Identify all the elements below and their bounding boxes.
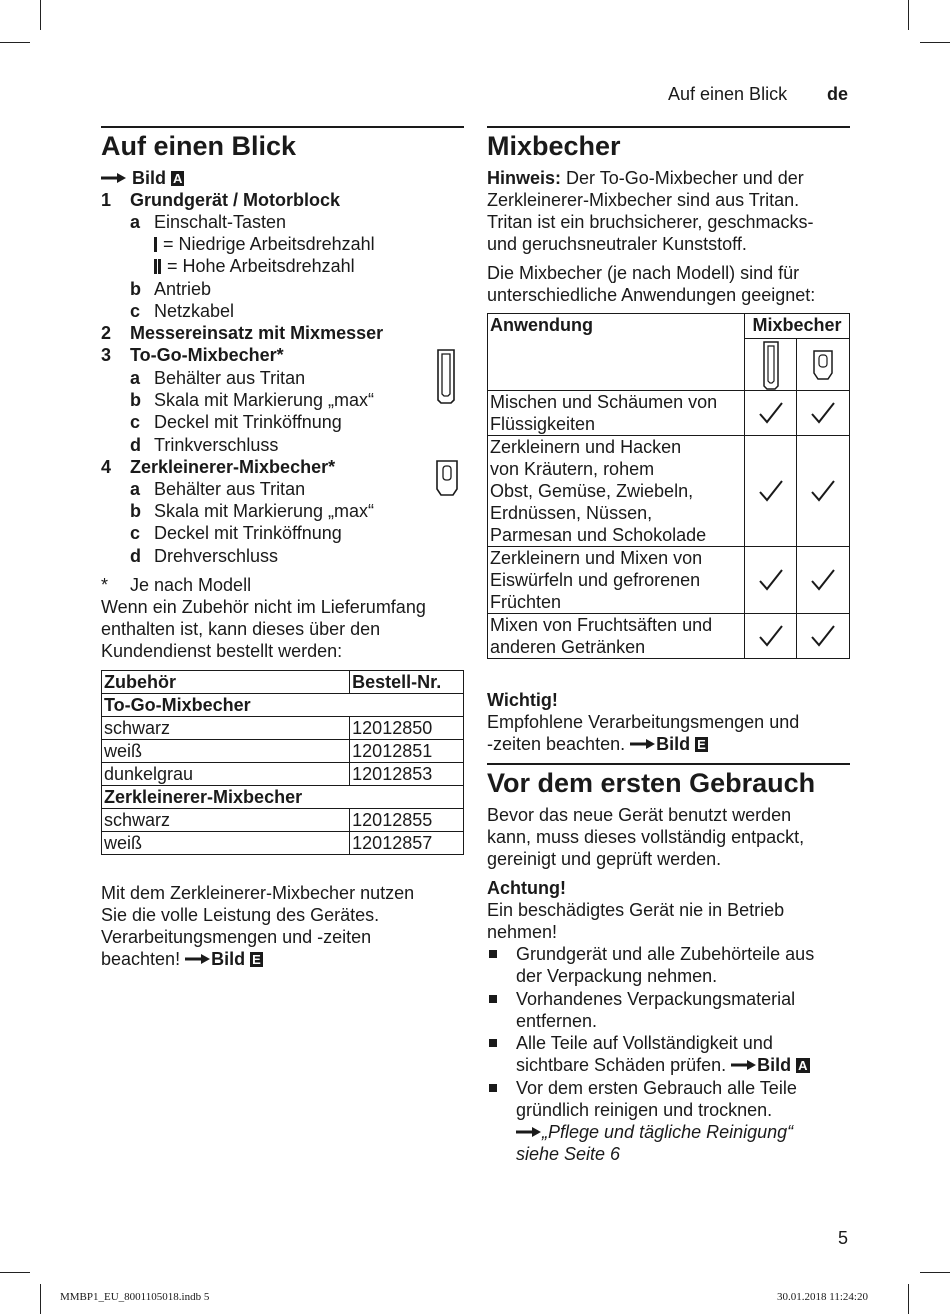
table-row bbox=[488, 436, 850, 547]
paragraph-text: -zeiten beachten. bbox=[487, 734, 626, 754]
figure-label: Bild bbox=[757, 1055, 792, 1075]
crop-mark bbox=[908, 0, 909, 30]
crop-mark bbox=[920, 1272, 950, 1273]
footnote-text: Je nach Modell bbox=[130, 575, 252, 595]
cell-line: Früchten bbox=[490, 592, 562, 612]
table-row bbox=[488, 547, 850, 614]
table-cell bbox=[488, 547, 745, 614]
table-cell bbox=[488, 614, 745, 659]
list-number: 4 bbox=[101, 457, 112, 477]
paragraph-line: unterschiedliche Anwendungen geeignet: bbox=[487, 285, 816, 305]
list-letter: b bbox=[130, 501, 141, 521]
list-item: Grundgerät und alle Zubehörteile aus bbox=[516, 944, 815, 964]
list-letter: b bbox=[130, 279, 141, 299]
accessory-table bbox=[101, 670, 464, 855]
list-item: der Verpackung nehmen. bbox=[516, 966, 718, 986]
paragraph-line bbox=[487, 733, 708, 755]
section-heading: Vor dem ersten Gebrauch bbox=[487, 768, 816, 798]
table-row bbox=[102, 740, 464, 763]
section-heading: Auf einen Blick bbox=[101, 131, 297, 161]
speed-two-icon bbox=[158, 259, 161, 274]
cross-reference-page[interactable]: siehe Seite 6 bbox=[516, 1144, 621, 1164]
table-cell: dunkelgrau bbox=[102, 763, 350, 786]
crop-mark bbox=[0, 1272, 30, 1273]
figure-box: A bbox=[798, 1058, 808, 1073]
crop-mark bbox=[908, 1284, 909, 1314]
cell-line: Zerkleinern und Hacken bbox=[490, 437, 682, 457]
note-line: Zerkleinerer-Mixbecher sind aus Tritan. bbox=[487, 190, 800, 210]
table-header: Bestell-Nr. bbox=[350, 671, 464, 694]
arrow-right-icon bbox=[101, 172, 127, 184]
table-cell: weiß bbox=[102, 832, 350, 855]
list-item-label: Messereinsatz mit Mixmesser bbox=[130, 323, 384, 343]
table-cell bbox=[797, 436, 850, 547]
figure-label: Bild bbox=[132, 168, 167, 188]
table-cell bbox=[797, 391, 850, 436]
table-cell: 12012857 bbox=[350, 832, 464, 855]
table-row bbox=[102, 717, 464, 740]
paragraph-line: gereinigt und geprüft werden. bbox=[487, 849, 722, 869]
paragraph-line: Die Mixbecher (je nach Modell) sind für bbox=[487, 263, 800, 283]
table-row bbox=[102, 809, 464, 832]
section-rule bbox=[101, 126, 464, 128]
list-item-label: Trinkverschluss bbox=[154, 435, 279, 455]
togo-cup-icon bbox=[761, 340, 781, 390]
chopper-cup-icon bbox=[812, 349, 834, 381]
table-cell bbox=[745, 547, 797, 614]
list-item bbox=[516, 1054, 810, 1076]
table-row bbox=[102, 832, 464, 855]
table-cell: schwarz bbox=[102, 717, 350, 740]
figure-box: A bbox=[173, 171, 183, 186]
figure-box: E bbox=[252, 952, 261, 967]
list-item-text: sichtbare Schäden prüfen. bbox=[516, 1055, 727, 1075]
figure-label: Bild bbox=[211, 949, 246, 969]
table-cell bbox=[488, 436, 745, 547]
list-item-label: Skala mit Markierung „max“ bbox=[154, 501, 375, 521]
crop-mark bbox=[40, 1284, 41, 1314]
list-item-label: Grundgerät / Motorblock bbox=[130, 190, 341, 210]
paragraph-line: Mit dem Zerkleinerer-Mixbecher nutzen bbox=[101, 883, 415, 903]
list-letter: a bbox=[130, 479, 141, 499]
speed-low: = Niedrige Arbeitsdrehzahl bbox=[154, 233, 375, 255]
cross-reference-text: „Pflege und tägliche Reinigung“ bbox=[542, 1122, 794, 1142]
list-item-label: Drehverschluss bbox=[154, 546, 279, 566]
table-cell: schwarz bbox=[102, 809, 350, 832]
table-row bbox=[488, 391, 850, 436]
note-text: Der To-Go-Mixbecher und der bbox=[561, 168, 804, 188]
table-group-row bbox=[102, 786, 464, 809]
cell-line: Eiswürfeln und gefrorenen bbox=[490, 570, 701, 590]
list-letter: b bbox=[130, 390, 141, 410]
cell-line: Flüssigkeiten bbox=[490, 414, 596, 434]
table-header: Anwendung bbox=[488, 314, 745, 391]
checkmark-icon bbox=[758, 401, 784, 425]
list-item-label: Behälter aus Tritan bbox=[154, 479, 306, 499]
list-item-label: Antrieb bbox=[154, 279, 212, 299]
cell-line: Zerkleinern und Mixen von bbox=[490, 548, 703, 568]
paragraph-line: Ein beschädigtes Gerät nie in Betrieb bbox=[487, 900, 785, 920]
cell-line: Parmesan und Schokolade bbox=[490, 525, 707, 545]
list-item-label: Deckel mit Trinköffnung bbox=[154, 523, 342, 543]
table-group-row bbox=[102, 694, 464, 717]
table-header: Mixbecher bbox=[745, 314, 850, 339]
list-item-label: Skala mit Markierung „max“ bbox=[154, 390, 375, 410]
chopper-cup-icon bbox=[435, 459, 459, 497]
checkmark-icon bbox=[810, 624, 836, 648]
bullet-icon bbox=[489, 1039, 497, 1047]
paragraph-text: beachten! bbox=[101, 949, 181, 969]
caution-label: Achtung! bbox=[487, 878, 566, 898]
table-header-row bbox=[102, 671, 464, 694]
note-line: Tritan ist ein bruchsicherer, geschmacks- bbox=[487, 212, 814, 232]
list-item: gründlich reinigen und trocknen. bbox=[516, 1100, 773, 1120]
bullet-icon bbox=[489, 995, 497, 1003]
list-item: Vor dem ersten Gebrauch alle Teile bbox=[516, 1078, 797, 1098]
table-group: Zerkleinerer-Mixbecher bbox=[102, 786, 464, 809]
section-rule bbox=[487, 126, 850, 128]
running-header-title: Auf einen Blick bbox=[668, 84, 788, 104]
paragraph-line: kann, muss dieses vollständig entpackt, bbox=[487, 827, 805, 847]
paragraph-line: Verarbeitungsmengen und -zeiten bbox=[101, 927, 372, 947]
page-number: 5 bbox=[838, 1228, 849, 1248]
cell-line: von Kräutern, rohem bbox=[490, 459, 655, 479]
list-item: entfernen. bbox=[516, 1011, 598, 1031]
table-cell bbox=[745, 614, 797, 659]
table-cell bbox=[745, 436, 797, 547]
paragraph-line: Sie die volle Leistung des Gerätes. bbox=[101, 905, 380, 925]
arrow-right-icon bbox=[516, 1126, 542, 1138]
speed-two-icon bbox=[154, 259, 157, 274]
cell-line: anderen Getränken bbox=[490, 637, 646, 657]
togo-cup-icon bbox=[435, 348, 457, 404]
note-label: Hinweis: bbox=[487, 168, 562, 188]
table-cell bbox=[745, 339, 797, 391]
cell-line: Obst, Gemüse, Zwiebeln, bbox=[490, 481, 694, 501]
list-item: Vorhandenes Verpackungsmaterial bbox=[516, 989, 796, 1009]
crop-mark bbox=[0, 42, 30, 43]
cell-line: Erdnüssen, Nüssen, bbox=[490, 503, 653, 523]
list-item-label: Behälter aus Tritan bbox=[154, 368, 306, 388]
arrow-right-icon bbox=[630, 738, 656, 750]
note-line bbox=[487, 167, 804, 189]
list-item: 1 bbox=[101, 190, 112, 210]
table-cell bbox=[797, 547, 850, 614]
footer-file: MMBP1_EU_8001105018.indb 5 bbox=[60, 1291, 210, 1303]
list-item-label: To-Go-Mixbecher* bbox=[130, 345, 284, 365]
crop-mark bbox=[920, 42, 950, 43]
list-letter: c bbox=[130, 301, 141, 321]
list-item-label: Netzkabel bbox=[154, 301, 235, 321]
bullet-icon bbox=[489, 950, 497, 958]
list-letter: c bbox=[130, 412, 141, 432]
checkmark-icon bbox=[810, 401, 836, 425]
list-letter: a bbox=[130, 368, 141, 388]
list-number: 3 bbox=[101, 345, 112, 365]
cross-reference[interactable] bbox=[516, 1121, 793, 1143]
paragraph-line: nehmen! bbox=[487, 922, 558, 942]
section-heading: Mixbecher bbox=[487, 131, 621, 161]
checkmark-icon bbox=[810, 479, 836, 503]
paragraph-line: enthalten ist, kann dieses über den bbox=[101, 619, 381, 639]
list-item: Alle Teile auf Vollständigkeit und bbox=[516, 1033, 773, 1053]
list-letter: c bbox=[130, 523, 141, 543]
table-group: To-Go-Mixbecher bbox=[102, 694, 464, 717]
checkmark-icon bbox=[758, 624, 784, 648]
table-cell: 12012850 bbox=[350, 717, 464, 740]
checkmark-icon bbox=[758, 479, 784, 503]
paragraph-line: Wenn ein Zubehör nicht im Lieferumfang bbox=[101, 597, 426, 617]
list-letter: d bbox=[130, 435, 141, 455]
list-number: 2 bbox=[101, 323, 112, 343]
paragraph-line: Kundendienst bestellt werden: bbox=[101, 641, 343, 661]
table-cell: 12012855 bbox=[350, 809, 464, 832]
list-letter: a bbox=[130, 212, 141, 232]
cell-line: Mixen von Fruchtsäften und bbox=[490, 615, 713, 635]
bullet-icon bbox=[489, 1084, 497, 1092]
table-cell: weiß bbox=[102, 740, 350, 763]
table-row bbox=[488, 614, 850, 659]
table-row bbox=[102, 763, 464, 786]
list-item-label: Deckel mit Trinköffnung bbox=[154, 412, 342, 432]
figure-label: Bild bbox=[656, 734, 691, 754]
paragraph-line bbox=[101, 948, 263, 970]
speed-one-icon bbox=[154, 237, 157, 252]
language-code: de bbox=[827, 84, 849, 104]
crop-mark bbox=[40, 0, 41, 30]
arrow-right-icon bbox=[731, 1059, 757, 1071]
footnote-mark: * bbox=[101, 575, 109, 595]
list-item-label: Einschalt-Tasten bbox=[154, 212, 287, 232]
table-cell: 12012853 bbox=[350, 763, 464, 786]
application-table bbox=[487, 313, 850, 659]
footer-timestamp: 30.01.2018 11:24:20 bbox=[777, 1291, 868, 1303]
checkmark-icon bbox=[810, 568, 836, 592]
table-header-row bbox=[488, 314, 850, 339]
section-rule bbox=[487, 763, 850, 765]
table-cell bbox=[797, 339, 850, 391]
list-item-label: Zerkleinerer-Mixbecher* bbox=[130, 457, 336, 477]
paragraph-line: Bevor das neue Gerät benutzt werden bbox=[487, 805, 792, 825]
figure-box: E bbox=[697, 737, 706, 752]
list-letter: d bbox=[130, 546, 141, 566]
table-header: Zubehör bbox=[102, 671, 350, 694]
cell-line: Mischen und Schäumen von bbox=[490, 392, 718, 412]
table-cell bbox=[745, 391, 797, 436]
paragraph-line: Empfohlene Verarbeitungsmengen und bbox=[487, 712, 800, 732]
warning-label: Wichtig! bbox=[487, 690, 558, 710]
speed-high: = Hohe Arbeitsdrehzahl bbox=[154, 255, 355, 277]
table-cell bbox=[488, 391, 745, 436]
arrow-right-icon bbox=[185, 953, 211, 965]
table-cell bbox=[797, 614, 850, 659]
note-line: und geruchsneutraler Kunststoff. bbox=[487, 234, 747, 254]
table-cell: 12012851 bbox=[350, 740, 464, 763]
figure-reference bbox=[101, 167, 184, 189]
checkmark-icon bbox=[758, 568, 784, 592]
